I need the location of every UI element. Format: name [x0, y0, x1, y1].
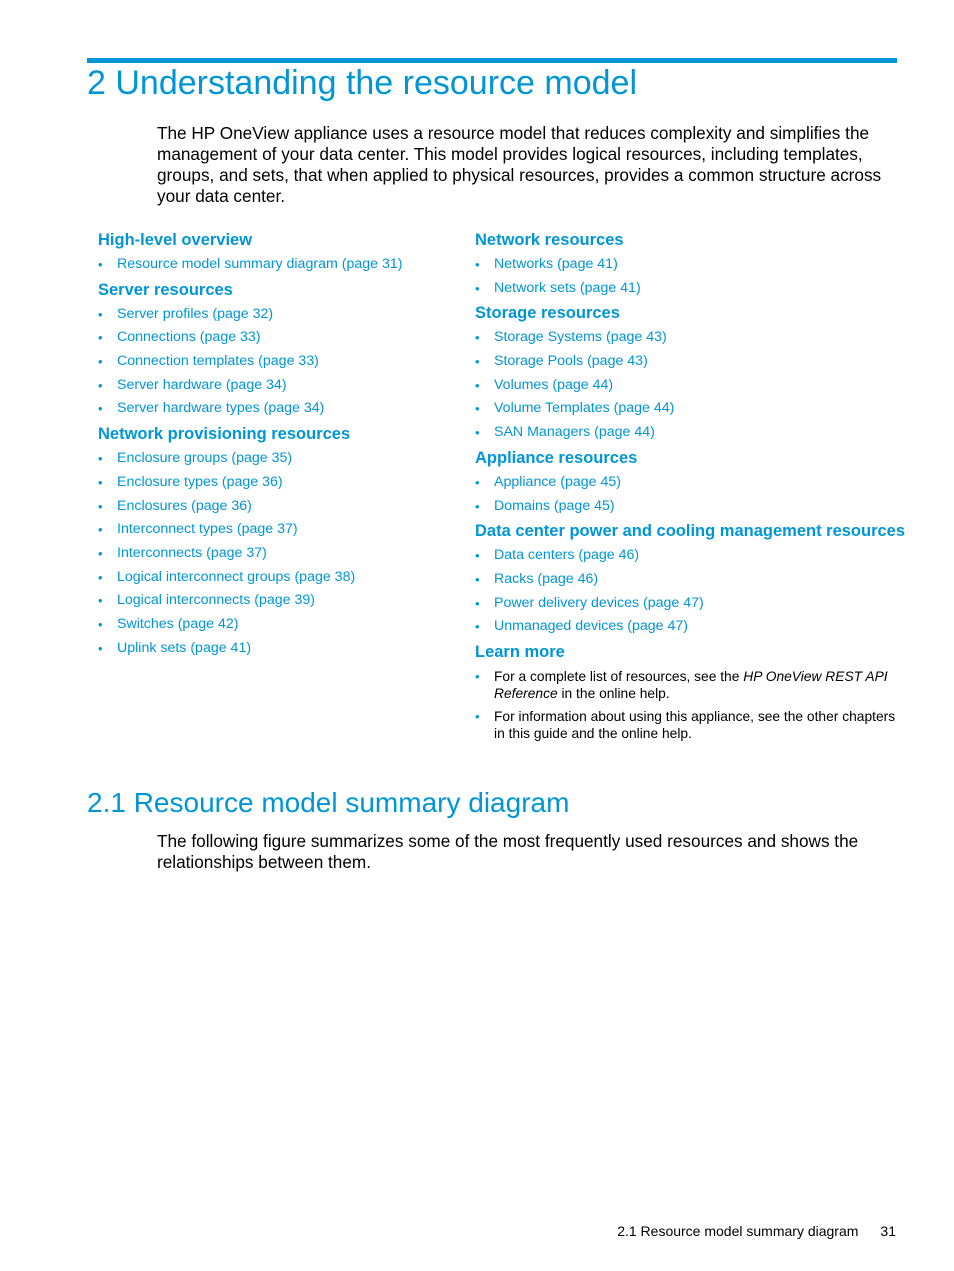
bullet-icon: • — [475, 595, 480, 611]
toc-heading-power-cooling: Data center power and cooling management resources — [475, 522, 906, 541]
bullet-icon: • — [475, 498, 480, 514]
bullet-icon: • — [98, 474, 103, 490]
toc-item[interactable]: • Power delivery devices (page 47) — [475, 594, 704, 611]
bullet-icon: • — [475, 377, 480, 393]
toc-item[interactable]: • Networks (page 41) — [475, 256, 618, 272]
toc-heading-server-resources: Server resources — [98, 280, 233, 299]
bullet-icon: • — [98, 498, 103, 514]
toc-item[interactable]: • Interconnects (page 37) — [98, 544, 267, 561]
bullet-icon: • — [475, 548, 480, 564]
bullet-icon: • — [98, 569, 103, 585]
toc-item[interactable]: • Racks (page 46) — [475, 570, 599, 587]
learn-more-list — [475, 668, 900, 742]
bullet-icon: • — [98, 522, 103, 538]
bullet-icon: • — [475, 330, 480, 346]
bullet-icon: • — [475, 708, 480, 724]
learn-more-item: • For information about using this appliance, see the other chapters in this guide and the online help. — [475, 708, 896, 741]
toc-item[interactable]: • Domains (page 45) — [475, 497, 615, 514]
reference-title: HP OneView REST API Reference — [494, 668, 888, 701]
bullet-icon: • — [98, 640, 103, 656]
bullet-icon: • — [98, 306, 103, 322]
toc-heading-appliance-resources: Appliance resources — [475, 448, 638, 467]
toc-item[interactable]: • Logical interconnects (page 39) — [98, 592, 315, 609]
toc-item[interactable]: • Connections (page 33) — [98, 329, 261, 346]
toc-item[interactable]: • Interconnect types (page 37) — [98, 521, 298, 538]
toc-item[interactable]: • Logical interconnect groups (page 38) — [98, 568, 356, 585]
toc-list — [475, 474, 900, 515]
section-text: The following figure summarizes some of the most frequently used resources and shows the relationships between them. — [157, 831, 859, 872]
left-toc-column — [98, 230, 458, 663]
toc-item[interactable]: • Enclosures (page 36) — [98, 497, 252, 514]
toc-item[interactable]: • Storage Pools (page 43) — [475, 353, 648, 370]
chapter-intro: The HP OneView appliance uses a resource model that reduces complexity and simplifies the management of your data center. This model provides logical resources, including templates, groups, and sets, that when applied to physical resources, provides a common structure across your data center. — [157, 123, 882, 206]
toc-heading-storage-resources: Storage resources — [475, 304, 620, 323]
toc-item[interactable]: • Appliance (page 45) — [475, 473, 621, 490]
toc-item[interactable]: • Enclosure types (page 36) — [98, 473, 283, 490]
footer-section-label: 2.1 Resource model summary diagram — [617, 1223, 859, 1239]
toc-item[interactable]: • Volume Templates (page 44) — [475, 400, 675, 417]
bullet-icon: • — [475, 354, 480, 370]
toc-item[interactable]: • Resource model summary diagram (page 31) — [98, 256, 403, 272]
bullet-icon: • — [475, 668, 480, 684]
chapter-title: 2 Understanding the resource model — [87, 64, 637, 102]
toc-item[interactable]: • Data centers (page 46) — [475, 547, 640, 564]
toc-item[interactable]: • Uplink sets (page 41) — [98, 639, 252, 656]
toc-list — [98, 450, 458, 657]
bullet-icon: • — [98, 377, 103, 393]
toc-item[interactable]: • Network sets (page 41) — [475, 279, 641, 296]
bullet-icon: • — [98, 401, 103, 417]
toc-list — [98, 256, 458, 273]
bullet-icon: • — [475, 280, 480, 296]
toc-list — [475, 547, 900, 635]
bullet-icon: • — [98, 257, 103, 272]
toc-item[interactable]: • Connection templates (page 33) — [98, 353, 319, 370]
toc-heading-learn-more: Learn more — [475, 642, 565, 661]
bullet-icon: • — [475, 619, 480, 635]
section-title: 2.1 Resource model summary diagram — [87, 787, 570, 818]
toc-list — [98, 306, 458, 418]
learn-more-item: • For a complete list of resources, see the HP OneView REST API Reference in the online help. — [475, 668, 888, 701]
page-number: 31 — [880, 1223, 896, 1239]
toc-heading-network-resources: Network resources — [475, 231, 624, 249]
toc-item[interactable]: • SAN Managers (page 44) — [475, 424, 655, 441]
bullet-icon: • — [98, 616, 103, 632]
toc-item[interactable]: • Switches (page 42) — [98, 615, 239, 632]
toc-heading-high-level-overview: High-level overview — [98, 231, 253, 249]
toc-item[interactable]: • Server hardware types (page 34) — [98, 400, 325, 417]
toc-item[interactable]: • Server profiles (page 32) — [98, 305, 274, 322]
toc-item[interactable]: • Server hardware (page 34) — [98, 376, 287, 393]
toc-item[interactable]: • Enclosure groups (page 35) — [98, 450, 293, 467]
toc-list — [475, 256, 900, 297]
toc-item[interactable]: • Unmanaged devices (page 47) — [475, 618, 689, 635]
bullet-icon: • — [98, 545, 103, 561]
toc-item[interactable]: • Storage Systems (page 43) — [475, 329, 667, 346]
bullet-icon: • — [475, 257, 480, 272]
bullet-icon: • — [475, 425, 480, 441]
bullet-icon: • — [98, 593, 103, 609]
bullet-icon: • — [98, 451, 103, 467]
toc-item[interactable]: • Volumes (page 44) — [475, 376, 614, 393]
toc-heading-network-provisioning: Network provisioning resources — [98, 425, 351, 444]
bullet-icon: • — [98, 354, 103, 370]
chapter-rule — [87, 58, 897, 63]
bullet-icon: • — [475, 474, 480, 490]
page-footer — [617, 1223, 896, 1239]
bullet-icon: • — [475, 401, 480, 417]
bullet-icon: • — [475, 571, 480, 587]
toc-list — [475, 329, 900, 441]
right-toc-column — [475, 230, 906, 748]
bullet-icon: • — [98, 330, 103, 346]
